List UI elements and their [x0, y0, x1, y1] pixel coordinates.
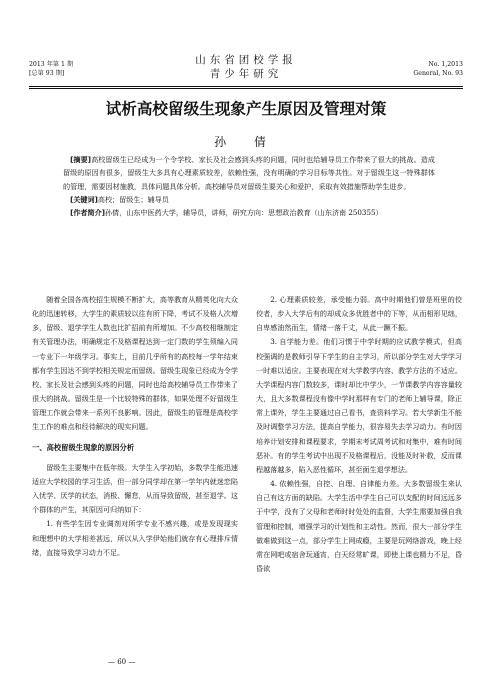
journal-header: [29, 54, 463, 86]
abstract-block: [63, 153, 435, 219]
issue-number-en: No. 1,2013: [428, 61, 463, 68]
author-info-paragraph: [63, 206, 435, 219]
abstract-label: [摘要]: [70, 155, 91, 164]
page-number: — 60 —: [108, 658, 136, 666]
section1-paragraph-2: 1. 有些学生因专业调剂对所学专业不感兴趣，或是发现现实和理想中的大学相差甚远，所以从入学伊始他们就存有心理排斥情绪，直接导致学习动力不足。: [32, 519, 238, 557]
reason-4-paragraph: 4. 依赖性强，自控、自理、自律能力差。大多数留级生来认自己有这方面的缺陷。大学生活中学生自己可以支配的时间远远多于中学，没有了父母和老师时时处处的监督，大学生需要加强自我管理和控制，增强学习的计划性和主动性。然而，很大一部分学生做难做到这一点，部分学生上网成瘾，主要是玩网络游戏，晚上经常在网吧或宿舍玩通宵，白天经常旷课，即使上课也精力不足，昏昏欲: [256, 479, 462, 573]
section-heading: 一、高校留级生现象的原因分析: [32, 442, 135, 452]
keywords-paragraph: [63, 193, 435, 206]
header-right: [413, 60, 463, 78]
keywords-text: 高校；留级生；辅导员: [97, 194, 169, 204]
author-info-text: 孙倩，山东中医药大学，辅导员，讲师，研究方向：思想政治教育（山东济南 250355）: [104, 208, 383, 218]
section1-paragraph-1: 留级生主要集中在低年级。大学生入学初始，多数学生能迅速适应大学校园的学习生活，但一部分同学却在第一学年内就迷恋陷入忧学、厌学的状态，消极、懈怠，从而导致留级，甚至退学。这个群体的产生，其原因可归纳如下：: [32, 462, 238, 515]
total-issue-line: [总第 93 期]: [29, 70, 65, 77]
header-rule-thin: [29, 88, 463, 89]
journal-subtitle: 青少年研究: [209, 68, 283, 80]
reason-3-paragraph: 3. 自学能力差。他们习惯于中学时期的应试教学模式，但高校强调的是教师引导下学生的自主学习，所以部分学生对大学学习一时难以适应。主要表现在对大学教学内容、教学方法的不适应。大学课程内容门数较多，课时却比中学少，一节课教学内容容量较大，且大多数课程没有像中学时那样有专门的老师上辅导课，除正常上课外，学生主要通过自己看书，查资料学习。若大学新生不能及时调整学习方法，提高自学能力，很容易失去学习动力。有时因培养计划安排和课程要求，学期末考试周考试和对集中，难有时间恶补。有的学生考试中出现不及格课程后，没能及时补救，反而课程越落越多，陷入恶性循环，甚至面生退学想法。: [256, 337, 462, 474]
header-rule: [29, 86, 463, 87]
issue-line: 2013 年第 1 期: [29, 61, 74, 68]
article-title: 试析高校留级生现象产生原因及管理对策: [105, 100, 387, 118]
reason-2-paragraph: 2. 心理素质较差，承受能力弱。高中时期他们曾是班里的佼佼者，步入大学后有的却成众多优胜者中的下等，从而相形见绌，自卑感油然而生，情绪一落千丈，从此一蹶不振。: [256, 295, 462, 333]
intro-paragraph: 随着全国各高校招生规模不断扩大，高等教育从精英化向大众化的迅速转移，大学生的素质较以往有所下降，考试不及格人次增多，留级、退学学生人数也比扩招前有所增加。不少高校相继制定有关管理办法，明确规定不及格课程达到一定门数的学生须编入同一专业下一年级学习。事实上，目前几乎所有的高校每一学年结束都有学生因达不到学校相关规定而留级。留级生现象已经成为令学校、家长及社会感到头疼的问题，同时也给高校辅导员工作带来了很大的挑战。留级生是一个比较特殊的群体，如果处理不好留级生管理工作就会带来一系列不良影响。因此，留级生的管理是高校学生工作的难点和经待解决的现实问题。: [32, 295, 238, 432]
abstract-text: 高校留级生已经成为一个令学校、家长及社会感到头疼的问题，同时也给辅导员工作带来了很大的挑战。造成留级的原因有很多，留级生大多具有心理素质较差，依赖性强，没有明确的学习目标等共性。对于留级生这一特殊群体的管理，需要因材施教，具体问题具体分析。高校辅导员对留级生要关心和爱护，采取有效措施帮助学生进步。: [63, 155, 436, 191]
keywords-label: [关键词]: [70, 194, 98, 204]
journal-name: 山东省团校学报: [195, 54, 297, 66]
right-column: [256, 293, 462, 576]
abstract-paragraph: [63, 153, 435, 193]
left-column: [32, 293, 238, 560]
author-info-label: [作者简介]: [70, 208, 105, 218]
general-number-en: General, No. 93: [413, 70, 463, 77]
article-author: 孙 倩: [214, 135, 278, 149]
